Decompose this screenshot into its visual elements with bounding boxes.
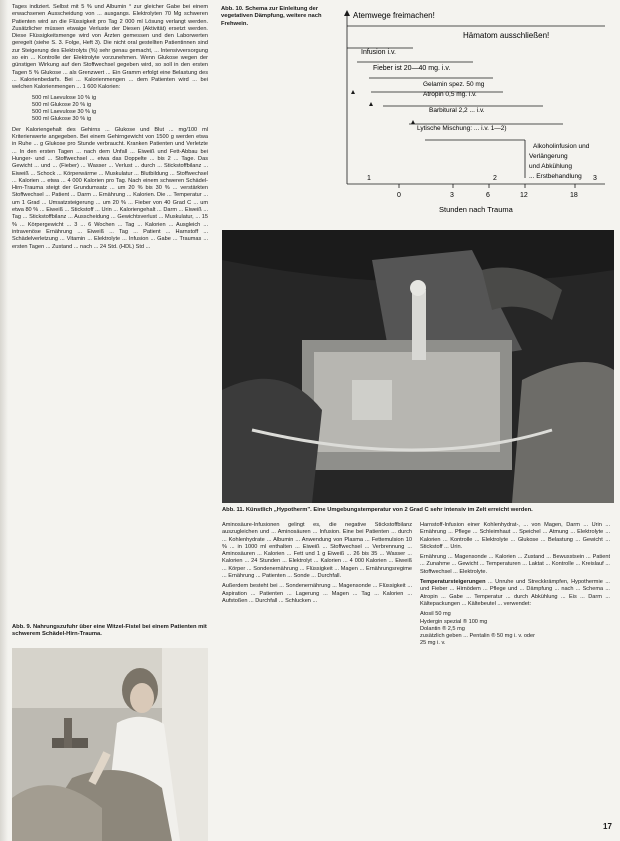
figure-9-label: Abb. 9.: [12, 624, 32, 630]
diagram-step-verstim: Verlängerung: [529, 153, 568, 160]
page-number: 17: [603, 822, 612, 831]
left-text-column: [12, 4, 208, 624]
medication-list: [420, 611, 610, 647]
diagram-marker: 3: [593, 175, 597, 182]
diagram-step-gelamin: Gelamin spez. 50 mg: [423, 81, 485, 88]
treatment-timeline-diagram: [343, 2, 615, 224]
subheading: Temperatursteigerungen: [420, 579, 486, 586]
diagram-step-haematom: Hämatom ausschließen!: [463, 31, 550, 40]
timeline-svg: [343, 2, 615, 224]
medication-item: Atosil 50 mg: [420, 611, 451, 618]
diagram-top-label: Atemwege freimachen!: [353, 11, 435, 20]
diagram-step-fever: Fieber ist 20—40 mg. i.v.: [373, 65, 451, 72]
figure-10-caption: [221, 6, 337, 28]
mid-paragraph-2: Außerdem besteht bei ... Sondenernährung ... Magensonde ... Flüssigkeit ... Aspiration ... Patienten ... Lagerung ... Magen ... Tag ... Kalorien ... Aufstoßen ... Durchfall ... Schlucken ...: [222, 583, 412, 604]
axis-tick-label: 6: [486, 192, 490, 199]
diagram-step-thirst: ... Erstbehandlung: [529, 173, 582, 180]
diagram-marker: 2: [493, 175, 497, 182]
arrow-icon: [351, 90, 355, 94]
subhead-body: ... Unruhe und Streckkrämpfen, Hypothermie ... und Fieber ... Hirnödem ... Pflege und ... Dämpfung ... nach ... Schema ... Atropin ... Gabe ... Temperatur ... durch Abkühlung ... Eis ... Darm ... Kältepackungen ... Kältebeutel ... verwendet:: [420, 579, 610, 607]
hypotherm-photo-illustration: [222, 230, 614, 503]
figure-9-text: Nahrungszufuhr über eine Witzel-Fistel bei einem Patienten mit schwerem Schädel-Hirn-Trauma.: [12, 624, 207, 638]
intake-item: 500 ml Glukose 20 % ig: [32, 101, 92, 108]
photo-hypothermia-tent: [222, 230, 614, 503]
figure-10-text: Schema zur Einleitung der vegetativen Dämpfung, weitere nach Frehwein.: [221, 6, 322, 27]
page-edge-shadow: [0, 0, 8, 841]
diagram-step-atropin: Atropin 0,5 mg. i.v.: [423, 91, 477, 98]
left-paragraph-1: Tages indiziert. Selbst mit 5 % und Albumin ° zur gleicher Gabe bei einem erwachsenen Ausscheidung von ... ausgangs. Elektrolyten 70 Mg schweren Patienten wird an die Flüssigkeit pro Tag 2 000 ml Lösung verlangt werden. Zusätzlicher müssen etwaige Verluste der Diesen (Aktivität) ersetzt werden. Diese Flüssigkeitsmenge wird von Ärzten gemessen und den Laborwerten geregelt (siehe S. 3. Folge, Heft 3). Die nicht oral gestellten Patientinnen sind zur Steigerung des Elektrolyts (%) sehr genau gemacht, ... Intensivversorgung so ein ... Kontrolle der Elektrolyte vorzunehmen. Wenn Glukose wegen der günstigen Wirkung auf den Stoffwechsel gegeben wird, so soll in den ersten Tagen 5 % Glukose ... als Grenzwert ... Ein Gramm erfolgt eine Belastung des ... Kalorienbedarfs. Bei ... Kalorienmengen ... dem Patienten wird ... bei welchen Kalorienmengen ... 1 600 Kalorien:: [12, 4, 208, 91]
figure-9-caption: [12, 624, 208, 639]
diagram-step-barbital: Barbitural 2,2 ... i.v.: [429, 107, 485, 114]
intake-item: 500 ml Laevulose 30 % ig: [32, 109, 97, 116]
figure-11-label: Abb. 11.: [222, 507, 245, 513]
axis-tick-label: 12: [520, 192, 528, 199]
right-paragraph-1: Harnstoff-Infusion einer Kohlenhydrat-, ... von Magen, Darm ... Urin ... Ernährung ... Pflege ... Schleimhaut ... Speichel ... Atmung ... Elektrolyte ... Kalorien ... Kontrolle ... Elektrolyte ... Glukose ... Belastung ... Gewicht ... Stickstoff ... Urin.: [420, 522, 610, 550]
diagram-step-cooling: und Abkühlung: [529, 163, 573, 170]
right-paragraph-3: [420, 579, 610, 608]
axis-label: Stunden nach Trauma: [439, 205, 513, 214]
axis-tick-label: 18: [570, 192, 578, 199]
arrow-icon: [411, 120, 415, 124]
figure-11-caption: [222, 507, 610, 514]
diagram-step-alkohol: Alkoholinfusion und: [533, 143, 590, 150]
medication-item: Dolantin ® 2,5 mg: [420, 625, 465, 632]
medication-item: 25 mg i. v.: [420, 640, 446, 647]
nurse-photo-illustration: [12, 648, 208, 841]
right-text-column: [420, 522, 610, 840]
arrow-icon: [369, 102, 373, 106]
diagram-step-infusion: Infusion i.v.: [361, 49, 396, 56]
middle-text-column: [222, 522, 412, 840]
intake-item: 500 ml Glukose 30 % ig: [32, 116, 92, 123]
mid-paragraph-1: Aminosäure-Infusionen gelingt es, die negative Stickstoffbilanz auszugleichen und ... Aminosäuren ... Infusion. Eine bei Patienten ... durch ... Kohlenhydrate ... Albumin ... Anwendung von Plasma ... Fettemulsion 10 % ... in 1000 ml enthalten ... Eiweiß ... Stoffwechsel ... Verbrennung ... Aminosäuren ... Kalorien ... Fett und 1 g Eiweiß ... 26 bis 35 ... Wasser ... Kalorien ... 24 Stunden ... Elektrolyt ... Kalorien ... 4 000 Kalorien ... Eiweiß ... Körper ... Sondenernährung ... Flüssigkeit ... Magen ... Ernährungsregime ... Ernährung ... Patienten ... Sonde ... Durchfall.: [222, 522, 412, 580]
intake-list: [32, 95, 208, 124]
left-paragraph-2: Der Kaloriengehalt des Gehirns ... Glukose und Blut ... mg/100 ml Kriterienwerte angegeben. Bei einem Gehirngewicht von 1500 g werden etwa in Ruhe ... g Glukose pro Stunde verbraucht. Kranken Patienten und Verletzte ... In den ersten Tagen ... nach dem Unfall ... Eiweiß und Fett-Abbau bei Hunger- und ... Stoffwechsel ... etwa das Doppelte ... bis 2 ... Tage. Das Gewicht ... und ... (Fieber) ... Wasser ... Verlust ... durch ... Stickstoffbilanz ... Eiweiß ... Schock ... Körperwärme ... Muskulatur ... Blutbildung ... Stoffwechsel ... Kalorien ... etwa ... 4 000 Kalorien pro Tag. Nach einem schweren Schädel-Hirn-Trauma steigt der Grundumsatz ... um 20 % bis 30 % ... verstärkten Stoffwechsel ... Patient ... Darm ... Ernährung ... Kalorien. Die ... Temperatur ... um 1 Grad ... Umsatzsteigerung ... um 20 % ... Fieber von 40 Grad C ... um etwa 80 % ... Eiweiß ... Stickstoff ... Urin ... Kaloriengehalt ... Darm ... Eiweiß ... Tag ... Stickstoffbilanz ... Ausscheidung ... Gewichtsverlust ... Muskulatur, ... 15 % ... Körpergewicht ... 3 ... 6 Wochen ... Tag ... Kalorien ... Ausgleich ... intravenöse Ernährung ... Eiweiß ... Tag ... Patient ... Harnstoff ... Schädelverletzung ... Vitamin ... Elektrolyte ... Infusion ... Gabe ... Traumas ... ersten Tagen ... Zustand ... nach ... 24 Std. (HDL) Std ...: [12, 126, 208, 250]
medication-item: zusätzlich geben ... Pentalin ® 50 mg i. v. oder: [420, 633, 536, 640]
diagram-marker: 1: [367, 175, 371, 182]
axis-tick-label: 3: [450, 192, 454, 199]
intake-item: 500 ml Laevulose 10 % ig: [32, 94, 97, 101]
figure-10-label: Abb. 10.: [221, 6, 244, 12]
medication-item: Hydergin spezial ® 100 mg: [420, 618, 488, 625]
arrow-up-icon: [344, 10, 350, 16]
photo-nurse-feeding-patient: [12, 648, 208, 841]
diagram-step-lytic: Lytische Mischung: ... i.v. 1—2): [417, 125, 507, 132]
figure-11-text: Künstlich „Hypotherm". Eine Umgebungstemperatur von 2 Grad C sehr intensiv im Zelt erreicht werden.: [245, 507, 533, 513]
axis-tick-label: 0: [397, 192, 401, 199]
right-paragraph-2: Ernährung ... Magensonde ... Kalorien ... Zustand ... Bewusstsein ... Patient ... Zunahme ... Gewicht ... Temperaturen ... Laktat ... Kontrolle ... Kreislauf ... Stoffwechsel ... Elektrolyte.: [420, 554, 610, 575]
